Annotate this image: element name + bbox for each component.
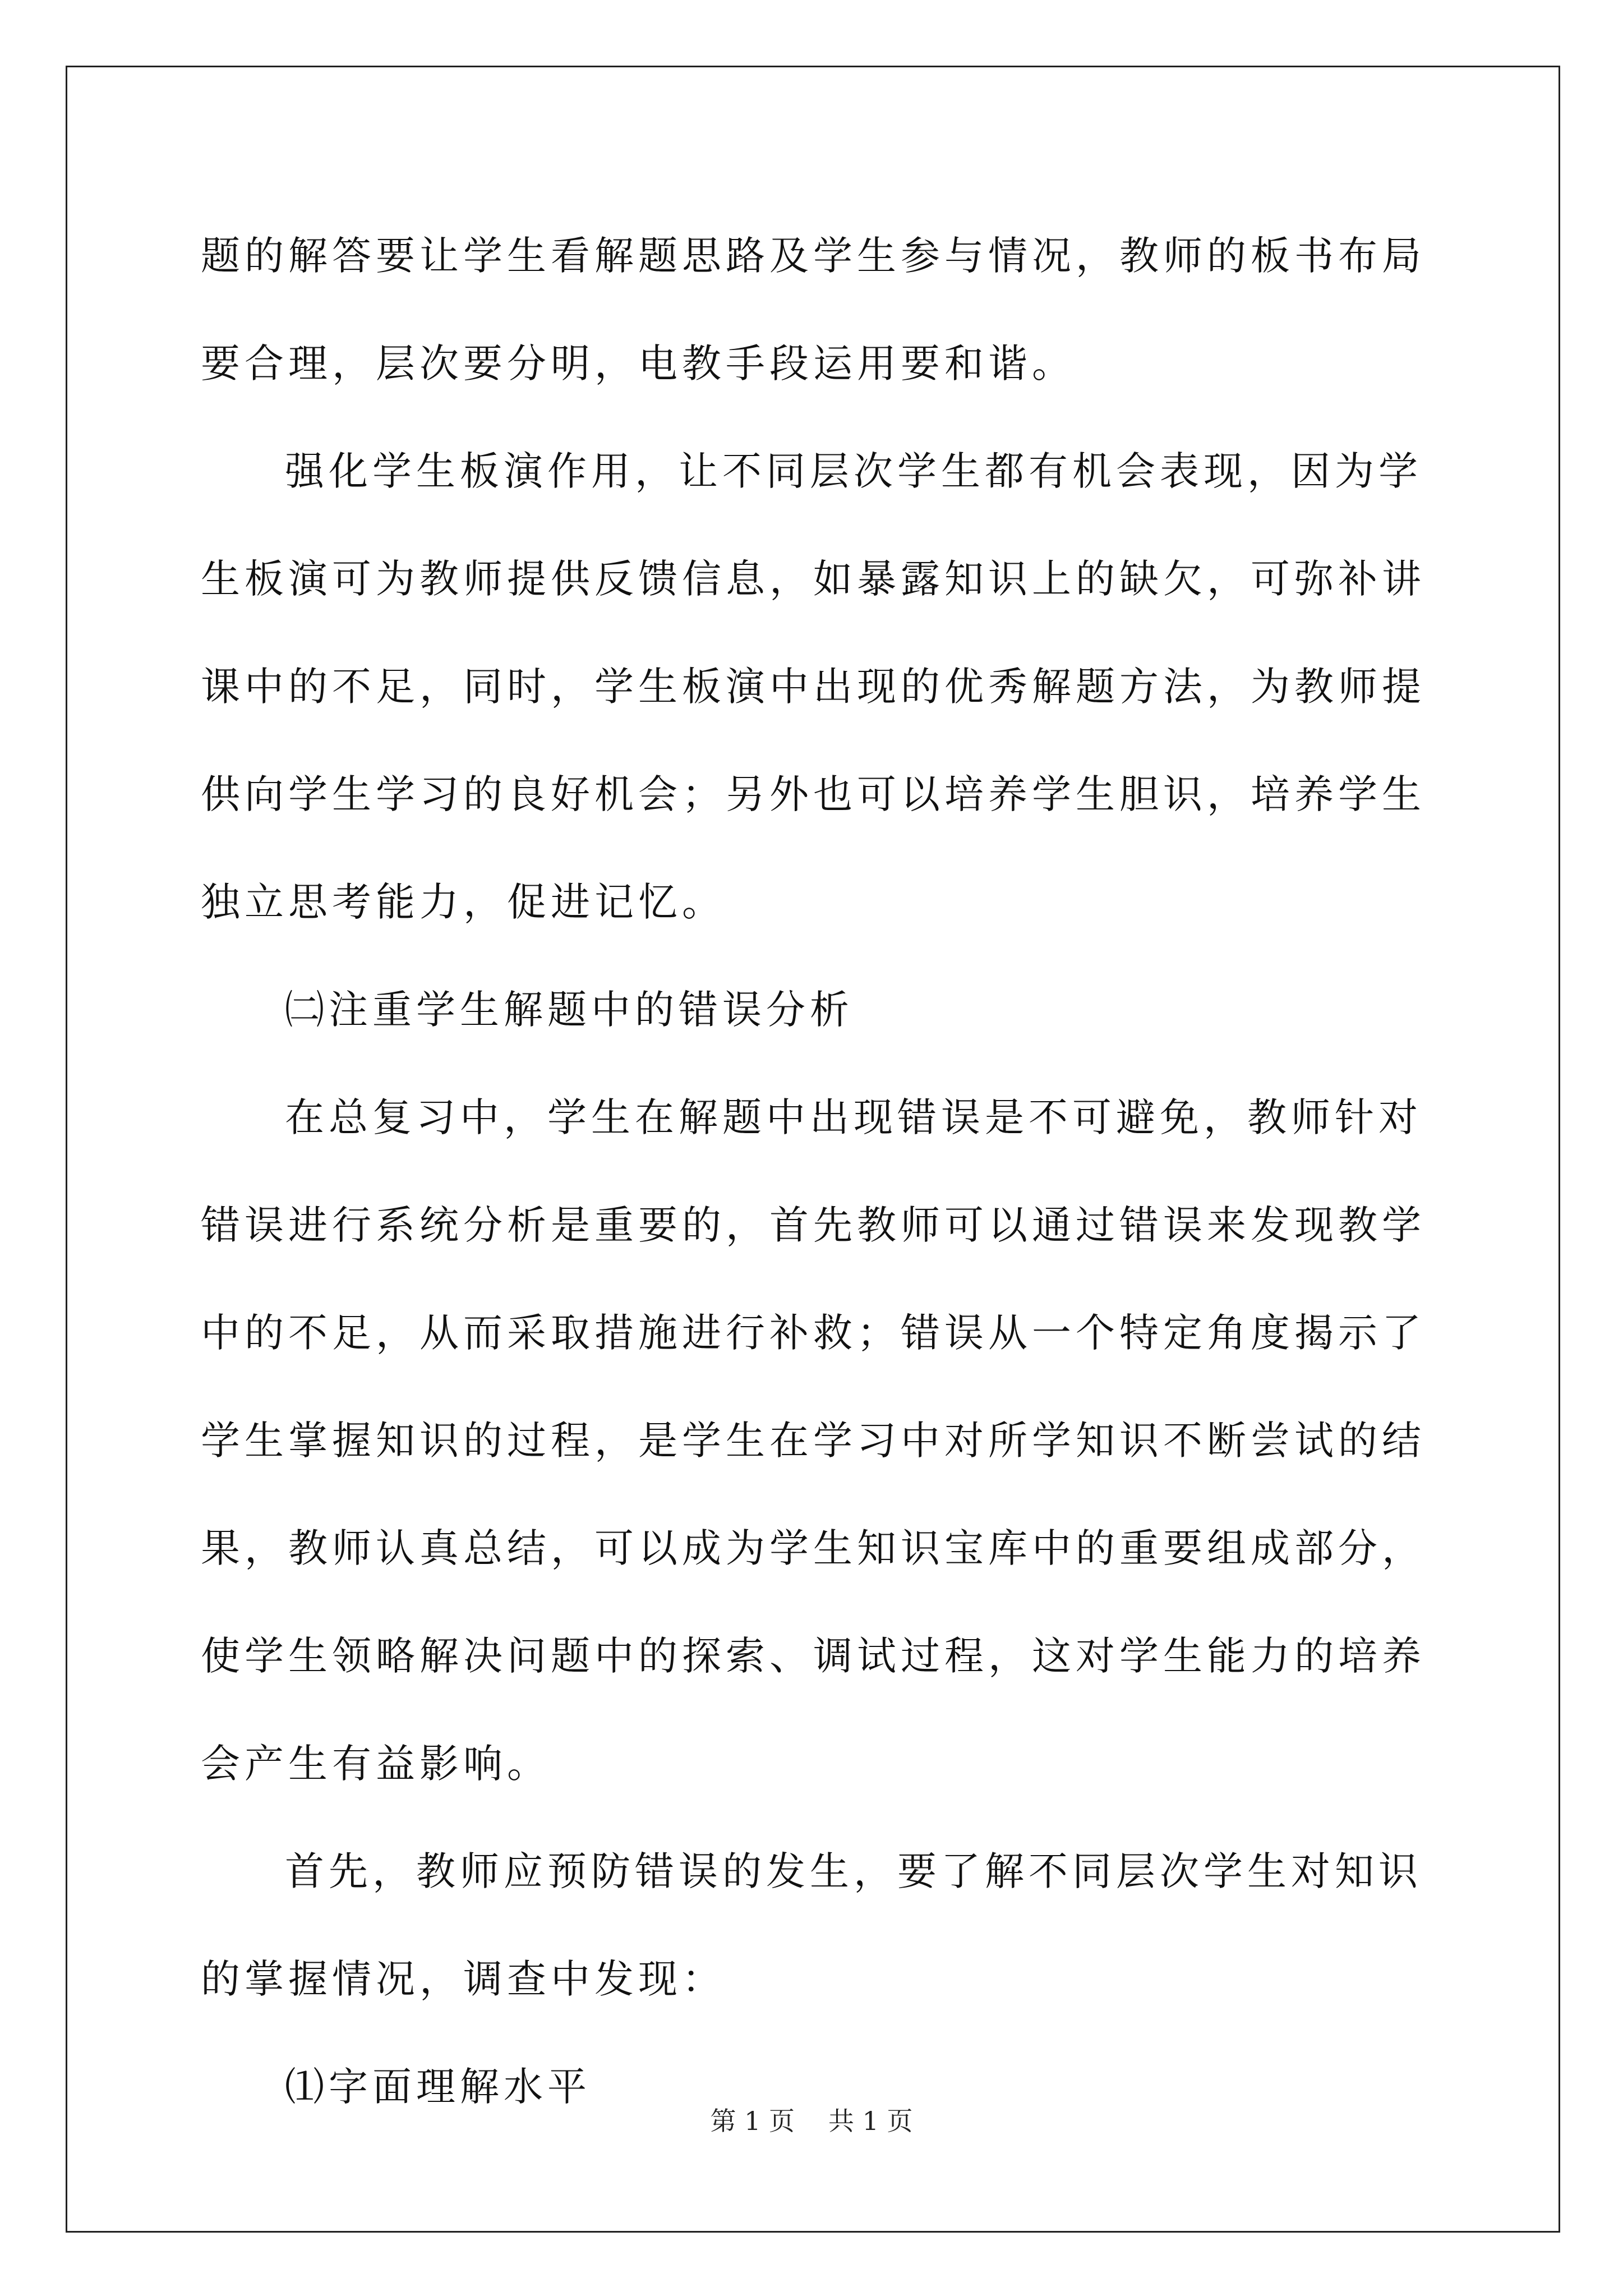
page-number: 第 1 页 [710,2106,795,2136]
document-body [201,202,1443,2141]
page-footer [0,2101,1623,2138]
paragraph: 首先，教师应预防错误的发生，要了解不同层次学生对知识的掌握情况，调查中发现： [201,1848,1422,2002]
paragraph-continued: 题的解答要让学生看解题思路及学生参与情况，教师的板书布局要合理，层次要分明，电教手段运用要和谐。 [201,233,1426,386]
paragraph: 强化学生板演作用，让不同层次学生都有机会表现，因为学生板演可为教师提供反馈信息，如暴露知识上的缺欠，可弥补讲课中的不足，同时，学生板演中出现的优秀解题方法，为教师提供向学生学习的良好机会；另外也可以培养学生胆识，培养学生独立思考能力，促进记忆。 [201,448,1426,925]
section-heading: ㈡注重学生解题中的错误分析 [285,987,854,1033]
list-item-heading: ⑴字面理解水平 [285,2064,591,2110]
page-total: 共 1 页 [828,2106,913,2136]
paragraph: 在总复习中，学生在解题中出现错误是不可避免，教师针对错误进行系统分析是重要的，首先教师可以通过错误来发现教学中的不足，从而采取措施进行补救；错误从一个特定角度揭示了学生掌握知识的过程，是学生在学习中对所学知识不断尝试的结果，教师认真总结，可以成为学生知识宝库中的重要组成部分，使学生领略解决问题中的探索、调试过程，这对学生能力的培养会产生有益影响。 [201,1094,1426,1787]
